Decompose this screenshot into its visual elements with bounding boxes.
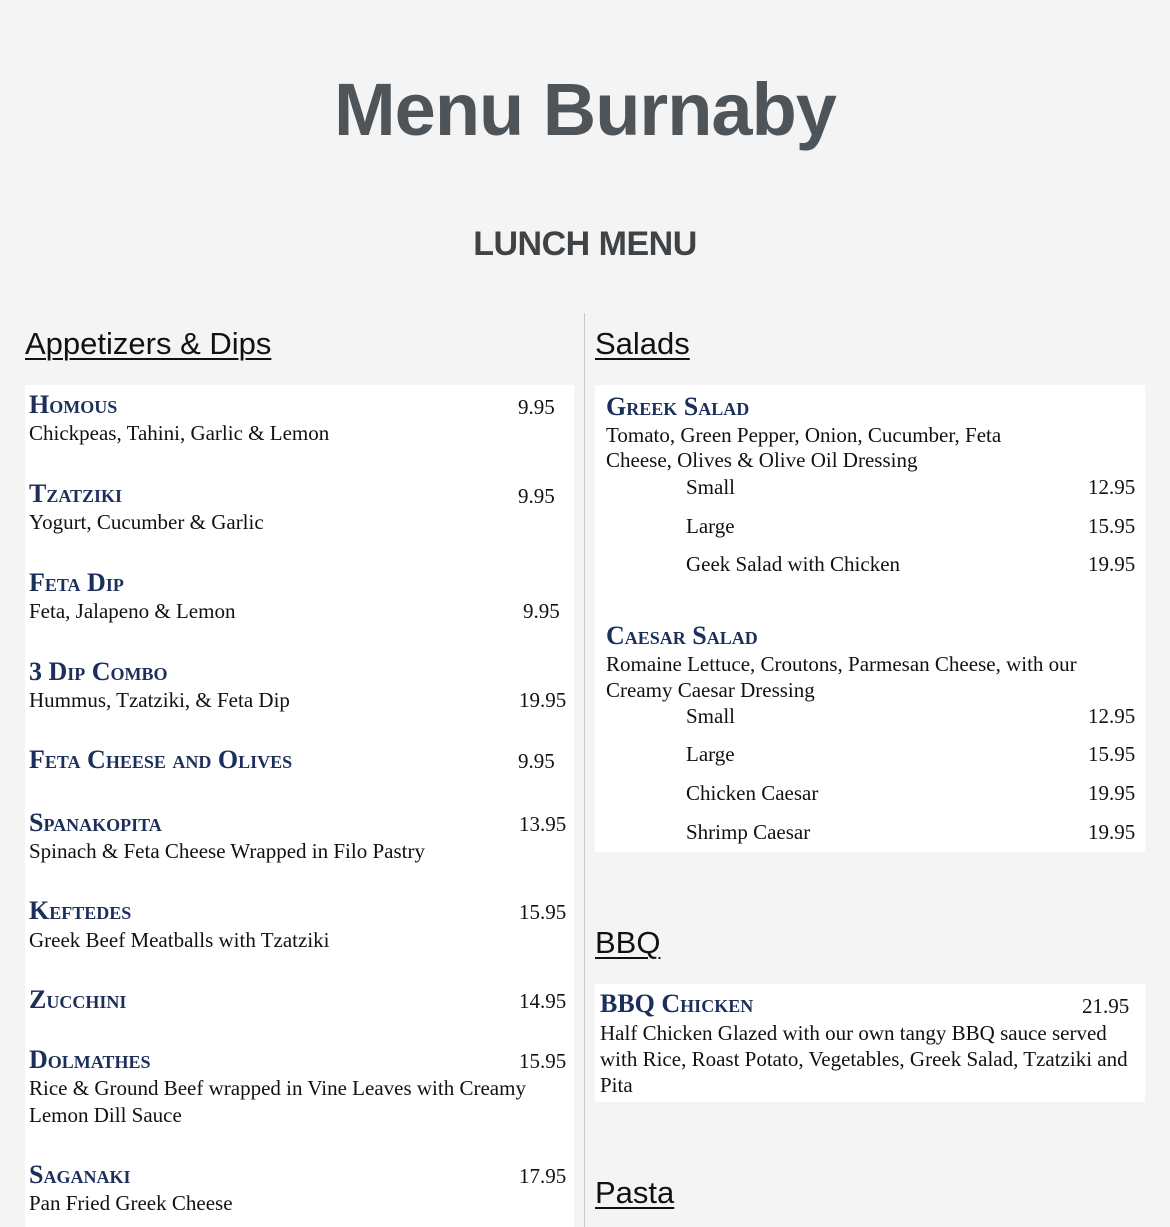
option-price: 19.95 [1088,781,1136,805]
item-price: 9.95 [518,484,555,508]
item-name: 3 Dip Combo [29,657,168,686]
appetizers-card [25,385,574,1227]
item-name: Keftedes [29,896,132,925]
option-label: Shrimp Caesar [686,820,811,844]
item-description: Romaine Lettuce, Croutons, Parmesan Cheese, with our Creamy Caesar Dressing [606,652,1077,702]
item-price: 21.95 [1082,994,1130,1018]
item-name: Homous [29,390,118,419]
item-name: Spanakopita [29,808,162,837]
item-description: Greek Beef Meatballs with Tzatziki [29,928,330,952]
option-label: Large [686,742,735,766]
item-description: Yogurt, Cucumber & Garlic [29,510,264,534]
appetizers-heading: Appetizers & Dips [25,326,272,361]
option-price: 19.95 [1088,552,1136,576]
option-label: Geek Salad with Chicken [686,552,901,576]
column-divider [584,313,585,1227]
salads-card [595,385,1145,852]
menu-subtitle: LUNCH MENU [473,225,697,263]
option-price: 15.95 [1088,742,1136,766]
item-price: 15.95 [519,900,567,924]
salads-heading: Salads [595,326,690,361]
item-price: 9.95 [518,749,555,773]
item-price: 19.95 [519,688,567,712]
item-price: 17.95 [519,1164,567,1188]
option-price: 19.95 [1088,820,1136,844]
bbq-heading: BBQ [595,925,661,960]
item-description: Pan Fried Greek Cheese [29,1191,233,1215]
option-label: Large [686,514,735,538]
item-description: Chickpeas, Tahini, Garlic & Lemon [29,421,330,445]
item-price: 13.95 [519,812,567,836]
item-price: 9.95 [523,599,560,623]
option-label: Small [686,704,736,728]
page-title: Menu Burnaby [334,68,836,151]
item-name: BBQ Chicken [600,989,754,1018]
item-price: 14.95 [519,989,567,1013]
item-name: Saganaki [29,1160,131,1189]
item-name: Feta Cheese and Olives [29,745,293,774]
option-price: 12.95 [1088,704,1136,728]
item-name: Dolmathes [29,1045,151,1074]
item-description: Tomato, Green Pepper, Onion, Cucumber, Feta Cheese, Olives & Olive Oil Dressing [606,423,1002,472]
item-description: Feta, Jalapeno & Lemon [29,599,236,623]
item-name: Caesar Salad [606,621,758,650]
option-label: Chicken Caesar [686,781,819,805]
item-description: Spinach & Feta Cheese Wrapped in Filo Pastry [29,839,425,863]
item-name: Feta Dip [29,568,124,597]
item-price: 15.95 [519,1049,567,1073]
item-name: Zucchini [29,985,127,1014]
option-label: Small [686,475,736,499]
option-price: 12.95 [1088,475,1136,499]
item-description: Rice & Ground Beef wrapped in Vine Leaves with Creamy Lemon Dill Sauce [29,1076,526,1127]
bbq-card [595,984,1145,1102]
pasta-heading: Pasta [595,1175,675,1210]
item-price: 9.95 [518,395,555,419]
item-name: Greek Salad [606,392,750,421]
option-price: 15.95 [1088,514,1136,538]
item-description: Hummus, Tzatziki, & Feta Dip [29,688,290,712]
item-description: Half Chicken Glazed with our own tangy BBQ sauce served with Rice, Roast Potato, Vegetables, Greek Salad, Tzatziki and Pita [600,1021,1128,1097]
item-name: Tzatziki [29,479,123,508]
